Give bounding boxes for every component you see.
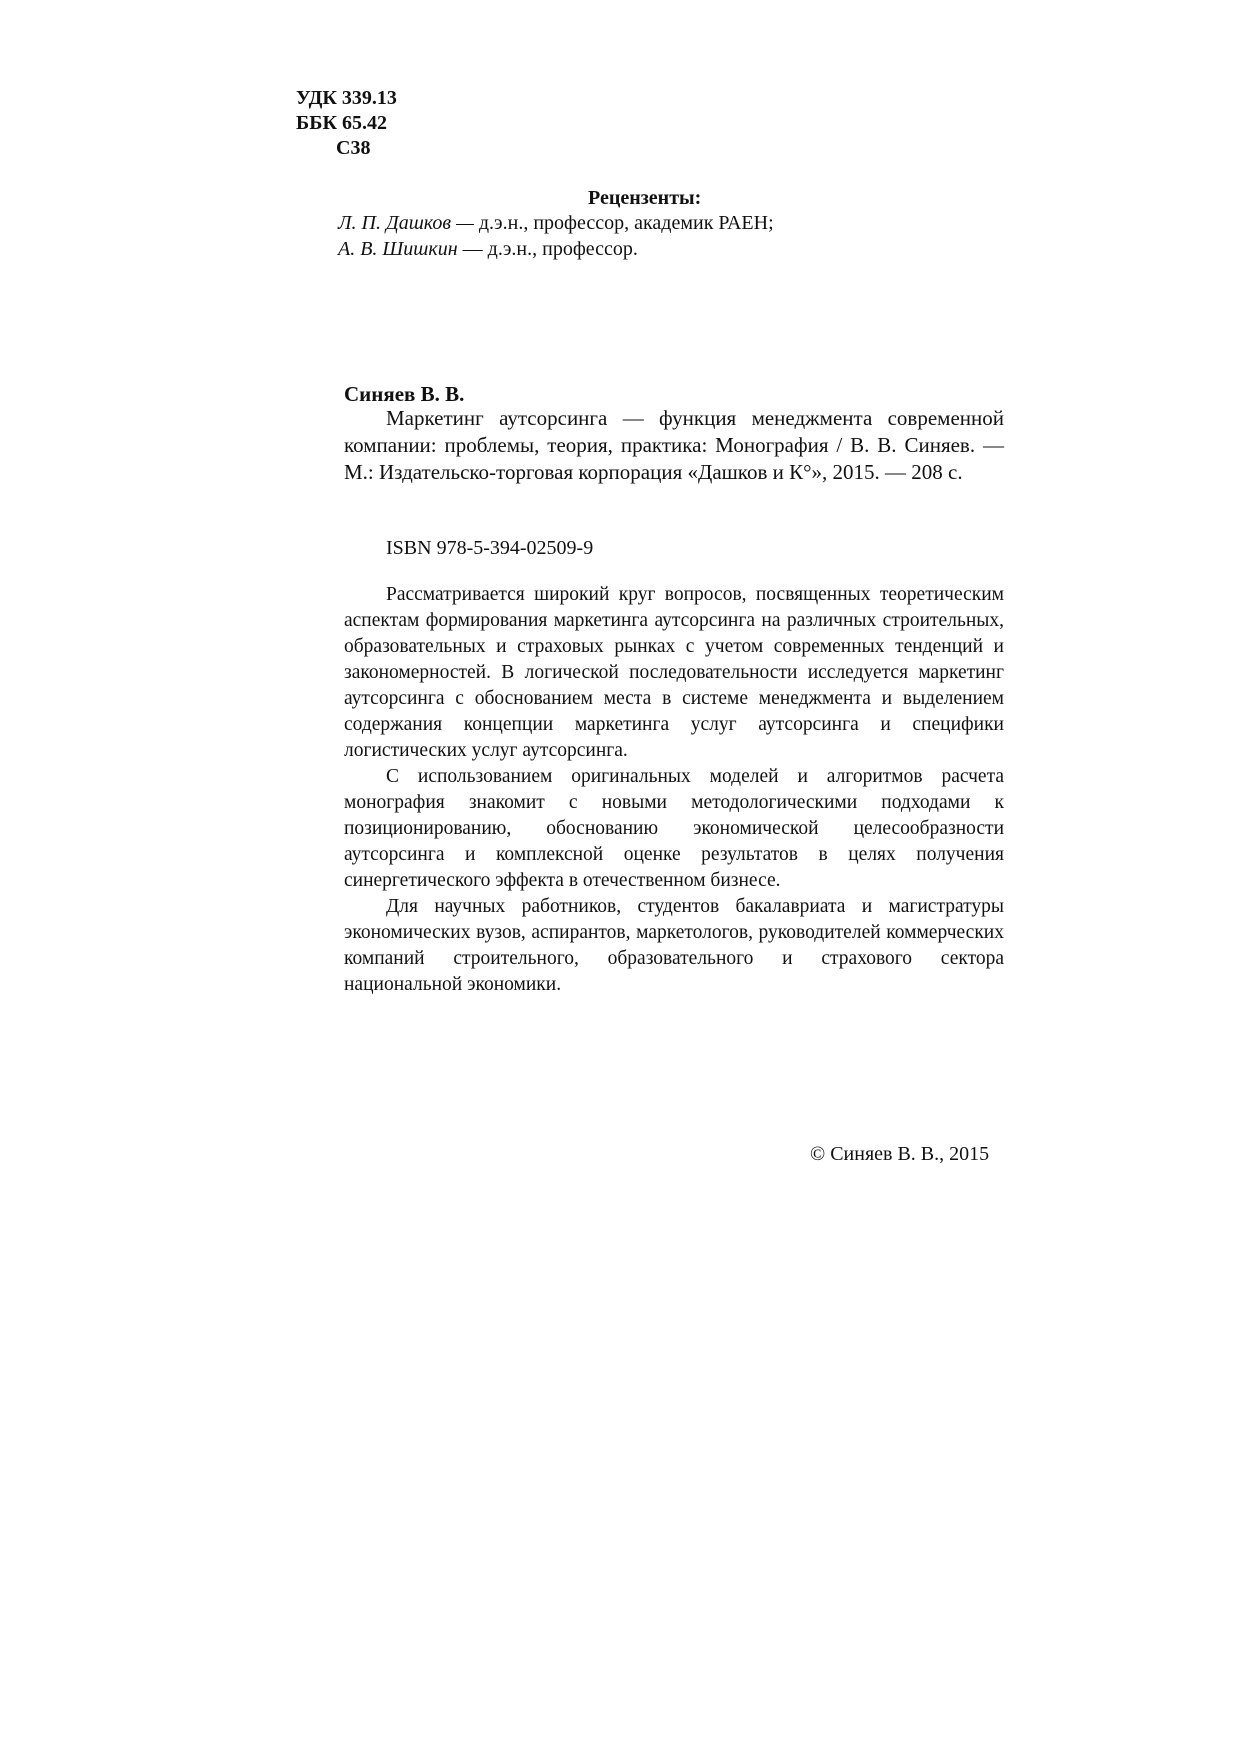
reviewer-details: — д.э.н., профессор. — [457, 238, 638, 260]
udk-code: УДК 339.13 — [296, 87, 397, 109]
annotation-paragraph: Рассматривается широкий круг вопросов, посвященных теоретическим аспектам формирования маркетинга аутсорсинга на различных строительных, образовательных и страховых рынках с учетом современных тенденций и закономерностей. В логической последовательности исследуется маркетинг аутсорсинга с обоснованием места в системе менеджмента и выделением содержания концепции маркетинга услуг аутсорсинга и специфики логистических услуг аутсорсинга. — [344, 584, 1004, 761]
book-author: Синяев В. В. — [344, 382, 465, 406]
annotation-paragraph: Для научных работников, студентов бакалавриата и магистратуры экономических вузов, аспирантов, маркетологов, руководителей коммерческих компаний строительного, образовательного и страхового сектора национальной экономики. — [344, 896, 1004, 995]
isbn-number: ISBN 978-5-394-02509-9 — [386, 537, 594, 559]
reviewer-name: Л. П. Дашков — — [338, 212, 474, 234]
annotation — [344, 582, 1004, 998]
reviewer-details: д.э.н., профессор, академик РАЕН; — [473, 212, 774, 234]
bbk-code: ББК 65.42 — [296, 112, 387, 134]
reviewers-heading: Рецензенты: — [588, 187, 702, 209]
copyright-notice: © Синяев В. В., 2015 — [810, 1143, 990, 1165]
bibliographic-citation: Маркетинг аутсорсинга — функция менеджмента современной компании: проблемы, теория, практика: Монография / В. В. Синяев. — М.: Издательско-торговая корпорация «Дашков и К°», 2015. — 208 с. — [344, 406, 1004, 484]
reviewer-name: А. В. Шишкин — [338, 238, 458, 260]
reviewer-line — [338, 210, 774, 236]
classification-block — [296, 86, 397, 161]
reviewer-line — [338, 236, 774, 262]
reviewers-list — [338, 210, 774, 262]
author-code: С38 — [336, 137, 371, 159]
annotation-paragraph: С использованием оригинальных моделей и алгоритмов расчета монография знакомит с новыми методологическими подходами к позиционированию, обоснованию экономической целесообразности аутсорсинга и комплексной оценке результатов в целях получения синергетического эффекта в отечественном бизнесе. — [344, 766, 1004, 891]
